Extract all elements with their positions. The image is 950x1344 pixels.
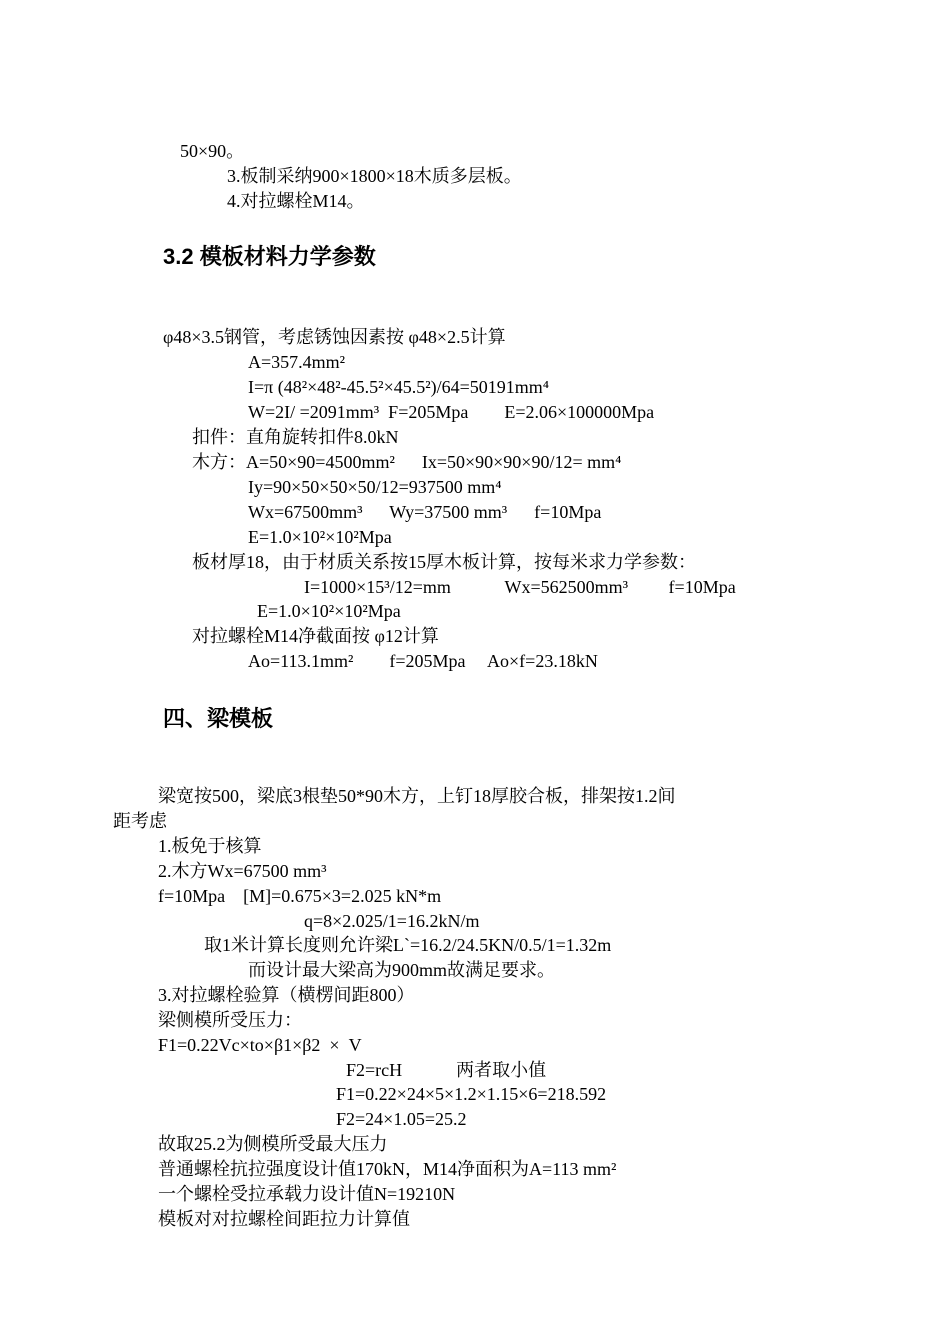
text-line: 木方：A=50×90=4500mm² Ix=50×90×90×90/12= mm⁴ (192, 452, 622, 472)
section-heading: 四、梁模板 (163, 706, 274, 731)
text-line: 故取25.2为侧模所受最大压力 (158, 1134, 388, 1154)
text-line: 扣件：直角旋转扣件8.0kN (192, 427, 399, 447)
text-line: E=1.0×10²×10²Mpa (248, 527, 392, 547)
text-line: 3.对拉螺栓验算（横楞间距800） (158, 985, 415, 1005)
text-line: 一个螺栓受拉承载力设计值N=19210N (158, 1184, 456, 1204)
text-line: 而设计最大梁高为900mm故满足要求。 (248, 960, 556, 980)
text-line: W=2I/ =2091mm³ F=205Mpa E=2.06×100000Mpa (248, 402, 655, 422)
text-line: 板材厚18，由于材质关系按15厚木板计算，按每米求力学参数： (192, 552, 696, 572)
text-line: 4.对拉螺栓M14。 (227, 191, 365, 211)
text-line: I=1000×15³/12=mm Wx=562500mm³ f=10Mpa (304, 577, 736, 597)
text-line: Ao=113.1mm² f=205Mpa Ao×f=23.18kN (248, 651, 598, 671)
text-line: F1=0.22×24×5×1.2×1.15×6=218.592 (336, 1084, 607, 1104)
text-line: 3.板制采纳900×1800×18木质多层板。 (227, 166, 522, 186)
text-line: 对拉螺栓M14净截面按 φ12计算 (192, 626, 439, 646)
text-line: 取1米计算长度则允许梁L`=16.2/24.5KN/0.5/1=1.32m (204, 935, 612, 955)
text-line: q=8×2.025/1=16.2kN/m (304, 911, 480, 931)
text-line: 2.木方Wx=67500 mm³ (158, 861, 327, 881)
text-line: 距考虑 (113, 811, 167, 831)
text-line: 普通螺栓抗拉强度设计值170kN，M14净面积为A=113 mm² (158, 1159, 617, 1179)
text-line: F1=0.22Vc×to×β1×β2 × V (158, 1035, 362, 1055)
text-line: Wx=67500mm³ Wy=37500 mm³ f=10Mpa (248, 502, 602, 522)
text-line: 50×90。 (180, 141, 245, 161)
text-line: A=357.4mm² (248, 352, 346, 372)
text-line: F2=24×1.05=25.2 (336, 1109, 467, 1129)
text-line: Iy=90×50×50×50/12=937500 mm⁴ (248, 477, 502, 497)
text-line: f=10Mpa [M]=0.675×3=2.025 kN*m (158, 886, 442, 906)
text-line: 1.板免于核算 (158, 836, 262, 856)
text-line: 模板对对拉螺栓间距拉力计算值 (158, 1209, 410, 1229)
section-heading: 3.2 模板材料力学参数 (163, 244, 376, 269)
text-line: I=π (48²×48²-45.5²×45.5²)/64=50191mm⁴ (248, 377, 550, 397)
text-line: φ48×3.5钢管，考虑锈蚀因素按 φ48×2.5计算 (163, 327, 506, 347)
text-line: F2=rcH 两者取小值 (346, 1060, 547, 1080)
text-line: 梁侧模所受压力： (158, 1010, 302, 1030)
text-line: E=1.0×10²×10²Mpa (257, 601, 401, 621)
text-line: 梁宽按500，梁底3根垫50*90木方，上钉18厚胶合板，排架按1.2间 (158, 786, 676, 806)
